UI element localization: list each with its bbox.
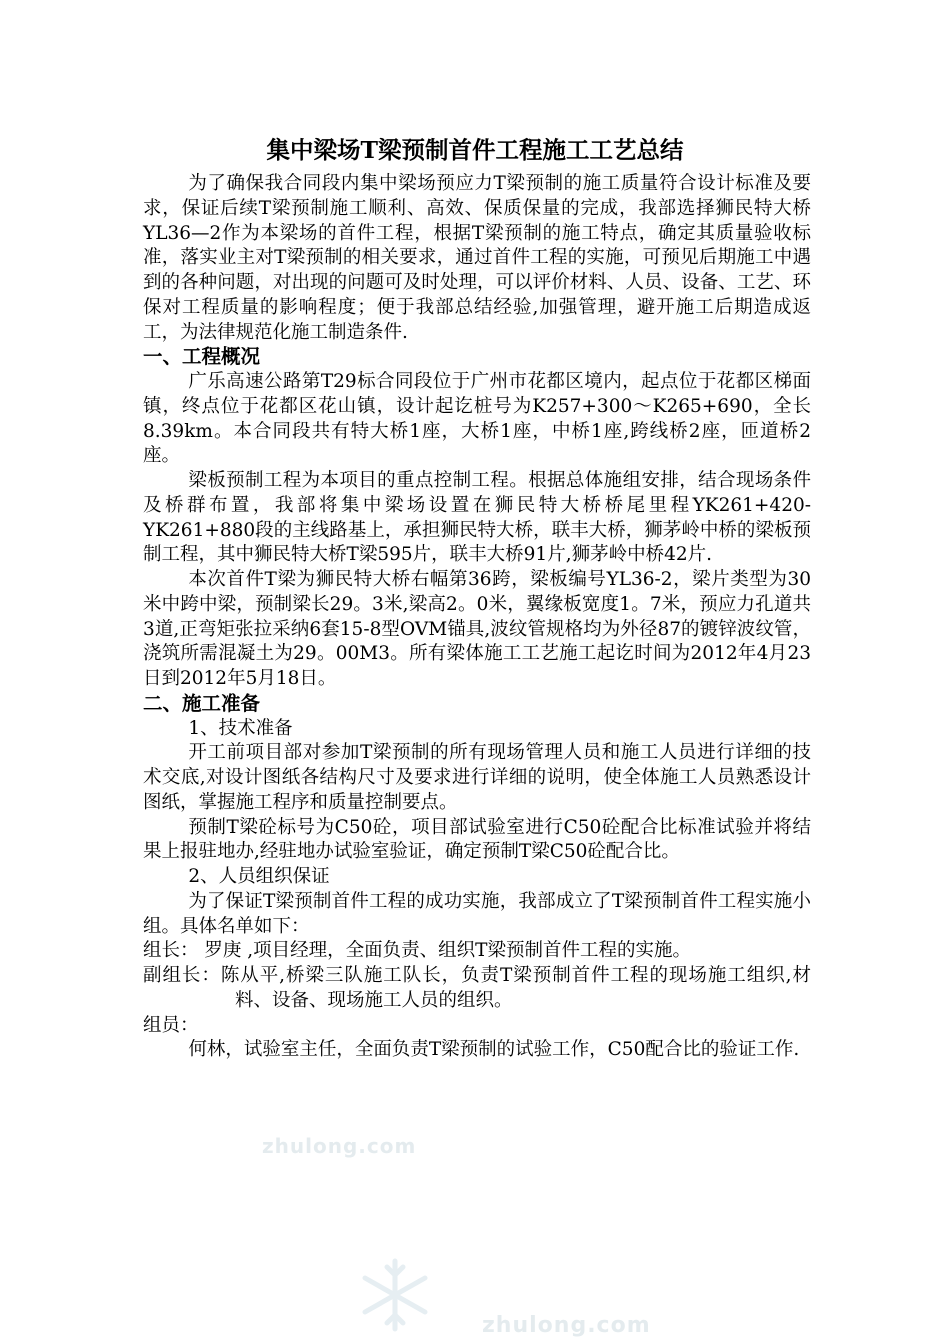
section-heading-overview: 一、工程概况: [143, 345, 261, 369]
section-heading-preparation: 二、施工准备: [143, 691, 261, 715]
overview-paragraph-2: 梁板预制工程为本项目的重点控制工程。根据总体施组安排，结合现场条件及桥群布置，我部将集中梁场设置在狮民特大桥桥尾里程YK261+420-YK261+880段的主线路基上，承担狮民特大桥，联丰大桥，狮茅岭中桥的梁板预制工程，其中狮民特大桥T梁595片，联丰大桥91片,狮茅岭中桥42片.: [143, 470, 811, 566]
document-title: 集中梁场T梁预制首件工程施工工艺总结: [266, 136, 684, 164]
team-leader-line: 组长： 罗庚 ,项目经理，全面负责、组织T梁预制首件工程的实施。: [143, 940, 691, 962]
personnel-paragraph: 为了保证T梁预制首件工程的成功实施，我部成立了T梁预制首件工程实施小组。具体名单如下：: [143, 890, 811, 937]
snowflake-watermark-icon: [355, 1255, 435, 1335]
technical-paragraph-2: 预制T梁砼标号为C50砼，项目部试验室进行C50砼配合比标准试验并将结果上报驻地办,经驻地办试验室验证，确定预制T梁C50砼配合比。: [143, 816, 811, 863]
overview-paragraph-1: 广乐高速公路第T29标合同段位于广州市花都区境内，起点位于花都区梯面镇，终点位于花都区花山镇，设计起讫桩号为K257+300～K265+690，全长8.39km。本合同段共有特大桥1座，大桥1座，中桥1座,跨线桥2座，匝道桥2座。: [143, 371, 811, 467]
intro-paragraph: 为了确保我合同段内集中梁场预应力T梁预制的施工质量符合设计标准及要求，保证后续T梁预制施工顺利、高效、保质保量的完成，我部选择狮民特大桥YL36—2作为本梁场的首件工程，根据T梁预制的施工特点，确定其质量验收标准，落实业主对T梁预制的相关要求，通过首件工程的实施，可预见后期施工中遇到的各种问题，对出现的问题可及时处理，可以评价材料、人员、设备、工艺、环保对工程质量的影响程度；便于我部总结经验,加强管理，避开施工后期造成返工，为法律规范化施工制造条件.: [143, 173, 811, 343]
subheading-personnel: 2、人员组织保证: [188, 866, 330, 887]
member-line-1: 何林，试验室主任，全面负责T梁预制的试验工作，C50配合比的验证工作.: [188, 1039, 800, 1061]
technical-paragraph-1: 开工前项目部对参加T梁预制的所有现场管理人员和施工人员进行详细的技术交底,对设计图纸各结构尺寸及要求进行详细的说明，使全体施工人员熟悉设计图纸，掌握施工程序和质量控制要点。: [143, 742, 811, 813]
deputy-leader-line: 副组长：陈从平,桥梁三队施工队长，负责T梁预制首件工程的现场施工组织,材料、设备、现场施工人员的组织。: [143, 965, 811, 1011]
watermark-text-mid: zhulong.com: [262, 1134, 417, 1158]
subheading-technical: 1、技术准备: [188, 717, 293, 739]
members-label: 组员：: [143, 1014, 199, 1036]
document-body: [143, 172, 811, 1063]
watermark-text-bottom: zhulong.com: [482, 1313, 651, 1338]
overview-paragraph-3: 本次首件T梁为狮民特大桥右幅第36跨，梁板编号YL36-2，梁片类型为30米中跨中梁，预制梁长29。3米,梁高2。0米，翼缘板宽度1。7米，预应力孔道共3道,正弯矩张拉采纳6套15-8型OVM锚具,波纹管规格均为外径87的镀锌波纹管，浇筑所需混凝土为29。00M3。所有梁体施工工艺施工起讫时间为2012年4月23日到2012年5月18日。: [143, 569, 811, 689]
